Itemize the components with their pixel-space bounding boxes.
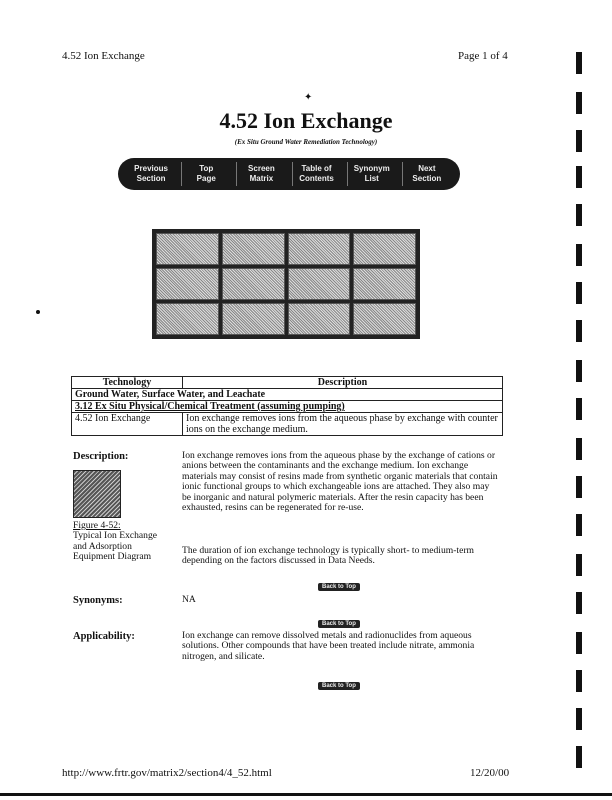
logo-icon: ✦: [304, 92, 313, 103]
matrix-cell[interactable]: [222, 303, 285, 335]
nav-top-page-button[interactable]: Top Page: [181, 162, 230, 186]
nav-screen-matrix-button[interactable]: Screen Matrix: [236, 162, 285, 186]
matrix-cell[interactable]: [353, 268, 416, 300]
scan-bottom-line: [0, 793, 612, 796]
applicability-text: Ion exchange can remove dissolved metals and radionuclides from aqueous solutions. Other compounds that have been treated include nitrate, ammonia nitrogen, and silicate.: [182, 630, 475, 662]
matrix-cell[interactable]: [156, 268, 219, 300]
back-to-top-button[interactable]: Back to Top: [318, 682, 360, 690]
scan-mark: [576, 398, 582, 420]
synonyms-value: NA: [182, 594, 196, 605]
table-cell-tech: 4.52 Ion Exchange: [72, 413, 183, 436]
scan-dot: [36, 310, 40, 314]
back-to-top-button[interactable]: Back to Top: [318, 620, 360, 628]
footer-date: 12/20/00: [470, 767, 510, 779]
synonyms-label: Synonyms:: [73, 595, 123, 606]
technology-table: [71, 376, 503, 436]
treatment-link[interactable]: 3.12 Ex Situ Physical/Chemical Treatment (assuming pumping): [75, 401, 345, 412]
scan-mark: [576, 204, 582, 226]
scan-mark: [576, 554, 582, 576]
matrix-cell[interactable]: [288, 303, 351, 335]
page-subtitle: (Ex Situ Ground Water Remediation Technology): [234, 138, 378, 146]
figure-caption-text: Typical Ion Exchange and Adsorption Equipment Diagram: [73, 530, 158, 563]
nav-previous-section-button[interactable]: Previous Section: [134, 164, 168, 183]
scan-mark: [576, 244, 582, 266]
nav-synonym-list-button[interactable]: Synonym List: [347, 162, 396, 186]
matrix-cell[interactable]: [288, 233, 351, 265]
nav-table-of-contents-button[interactable]: Table of Contents: [292, 162, 341, 186]
scan-mark: [576, 92, 582, 114]
figure-caption: [73, 521, 173, 563]
table-row-treatment: [72, 401, 503, 413]
scan-mark: [576, 52, 582, 74]
matrix-image[interactable]: [152, 229, 420, 339]
scan-mark: [576, 476, 582, 498]
scan-mark: [576, 746, 582, 768]
scan-mark: [576, 514, 582, 536]
column-header-technology: Technology: [72, 377, 183, 389]
back-to-top-button[interactable]: Back to Top: [318, 583, 360, 591]
matrix-cell[interactable]: [288, 268, 351, 300]
page-header-title: 4.52 Ion Exchange: [62, 50, 145, 62]
scan-mark: [576, 438, 582, 460]
scan-mark: [576, 670, 582, 692]
scan-mark: [576, 708, 582, 730]
nav-bar: [118, 158, 460, 190]
column-header-description: Description: [183, 377, 503, 389]
table-row-media: Ground Water, Surface Water, and Leachate: [72, 389, 503, 401]
matrix-cell[interactable]: [353, 233, 416, 265]
description-text: Ion exchange removes ions from the aqueous phase by the exchange of cations or anions between the contaminants and the exchange medium. Ion exchange materials may consist of resins made from synthetic organic materials that contain ionic functional groups to which exchangeable ions are attached. They also may be inorganic and natural polymeric materials. After the resin capacity has been exhausted, resins can be regenerated for re-use.: [182, 450, 498, 514]
matrix-cell[interactable]: [222, 268, 285, 300]
scan-mark: [576, 130, 582, 152]
page-number: Page 1 of 4: [458, 50, 508, 62]
matrix-cell[interactable]: [156, 233, 219, 265]
figure-link[interactable]: Figure 4-52:: [73, 520, 121, 531]
scan-mark: [576, 166, 582, 188]
matrix-cell[interactable]: [353, 303, 416, 335]
scan-mark: [576, 632, 582, 654]
nav-next-section-button[interactable]: Next Section: [402, 162, 451, 186]
matrix-cell[interactable]: [222, 233, 285, 265]
table-cell-desc: Ion exchange removes ions from the aqueous phase by exchange with counter ions on the exchange medium.: [183, 413, 503, 436]
scan-mark: [576, 282, 582, 304]
description-text-2: The duration of ion exchange technology is typically short- to medium-term depending on the factors discussed in Data Needs.: [182, 545, 475, 567]
scan-mark: [576, 360, 582, 382]
scan-mark: [576, 592, 582, 614]
footer-url: http://www.frtr.gov/matrix2/section4/4_52.html: [62, 767, 272, 779]
scan-mark: [576, 320, 582, 342]
matrix-cell[interactable]: [156, 303, 219, 335]
description-label: Description:: [73, 451, 129, 462]
figure-thumbnail[interactable]: [73, 470, 121, 518]
applicability-label: Applicability:: [73, 631, 135, 642]
page-title: 4.52 Ion Exchange: [219, 108, 393, 133]
